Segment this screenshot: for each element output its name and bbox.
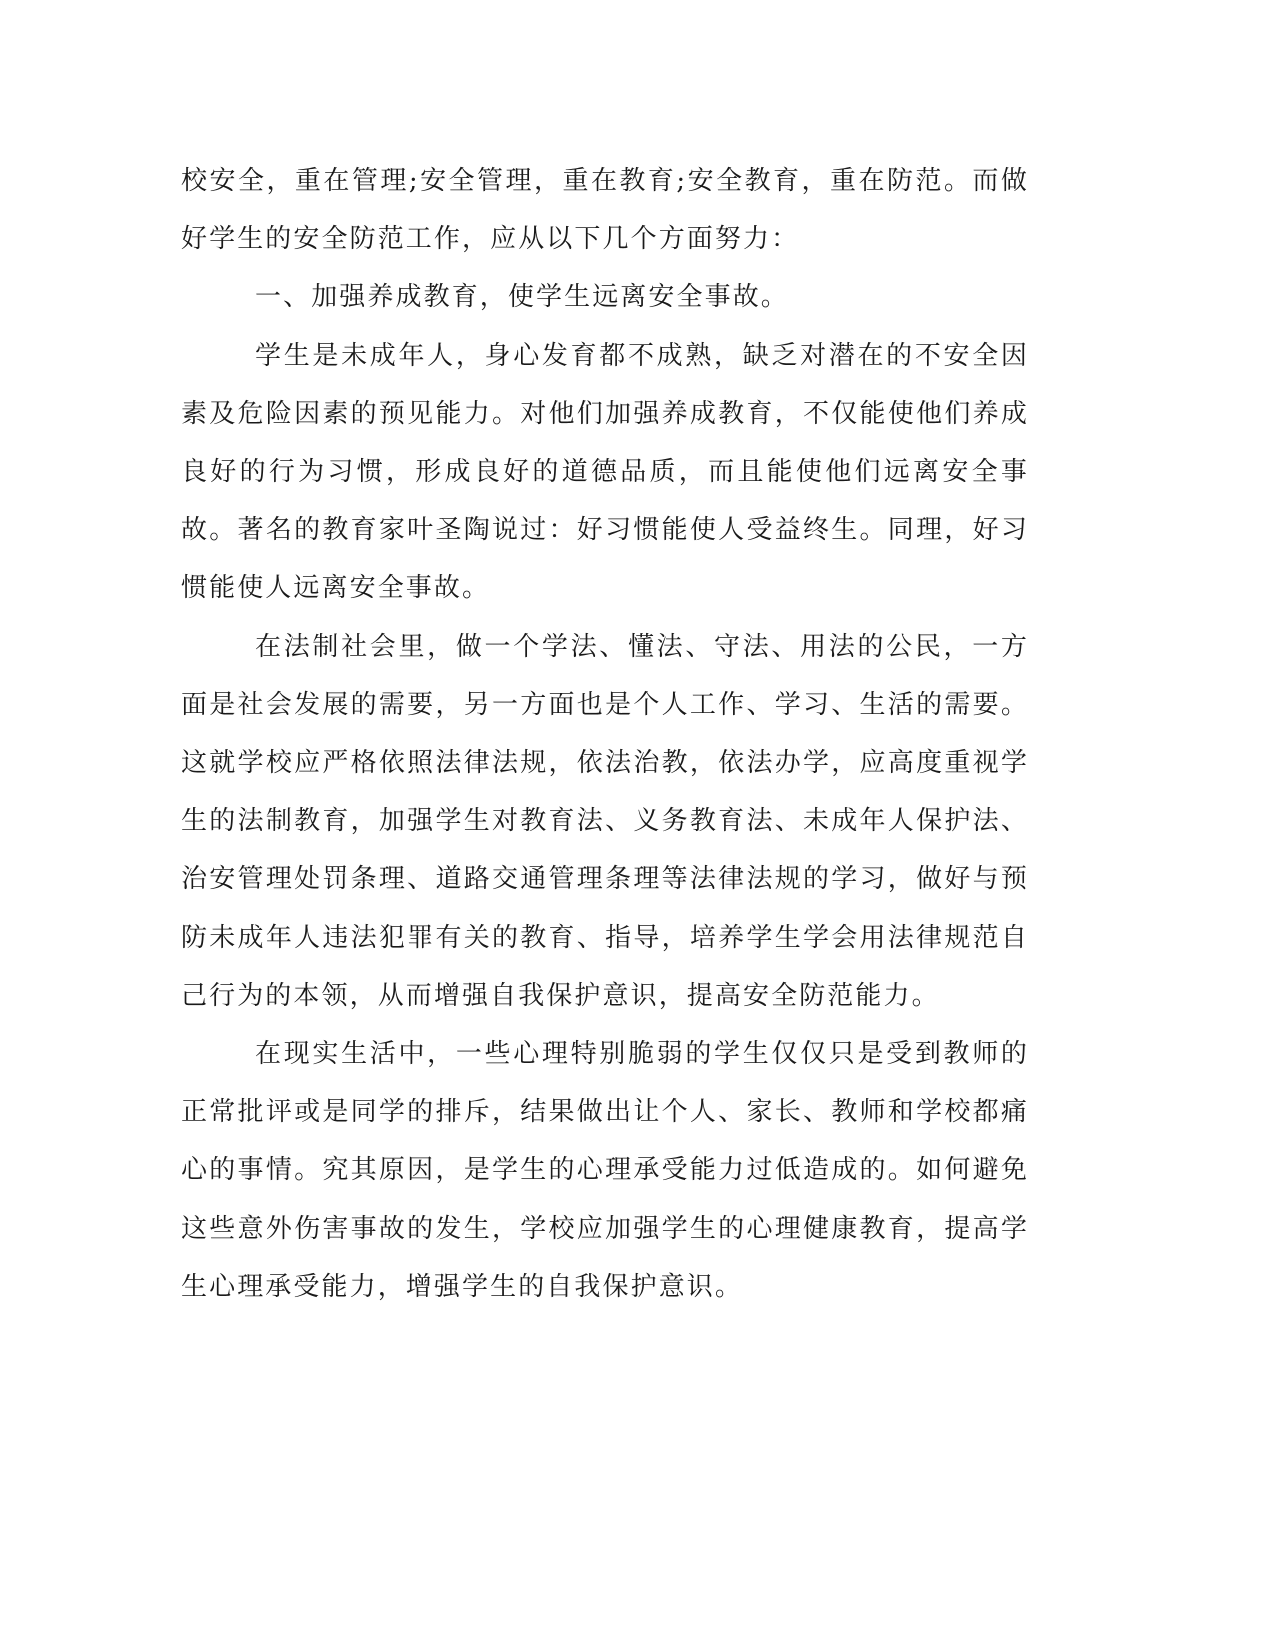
paragraph-habit-education: 学生是未成年人，身心发育都不成熟，缺乏对潜在的不安全因素及危险因素的预见能力。对他们加强养成教育，不仅能使他们养成良好的行为习惯，形成良好的道德品质，而且能使他们远离安全事故。著名的教育家叶圣陶说过：好习惯能使人受益终生。同理，好习惯能使人远离安全事故。 — [181, 340, 1029, 604]
paragraph-legal-education: 在法制社会里，做一个学法、懂法、守法、用法的公民，一方面是社会发展的需要，另一方面也是个人工作、学习、生活的需要。这就学校应严格依照法律法规，依法治教，依法办学，应高度重视学生的法制教育，加强学生对教育法、义务教育法、未成年人保护法、治安管理处罚条理、道路交通管理条理等法律法规的学习，做好与预防未成年人违法犯罪有关的教育、指导，培养学生学会用法律规范自己行为的本领，从而增强自我保护意识，提高安全防范能力。 — [181, 631, 1029, 1011]
section-heading-habit-education: 一、加强养成教育，使学生远离安全事故。 — [255, 282, 789, 313]
paragraph-mental-health: 在现实生活中，一些心理特别脆弱的学生仅仅只是受到教师的正常批评或是同学的排斥，结果做出让个人、家长、教师和学校都痛心的事情。究其原因，是学生的心理承受能力过低造成的。如何避免这些意外伤害事故的发生，学校应加强学生的心理健康教育，提高学生心理承受能力，增强学生的自我保护意识。 — [181, 1039, 1029, 1302]
document-body — [181, 152, 1029, 1316]
paragraph-intro: 校安全，重在管理;安全管理，重在教育;安全教育，重在防范。而做好学生的安全防范工作，应从以下几个方面努力： — [181, 166, 1029, 255]
